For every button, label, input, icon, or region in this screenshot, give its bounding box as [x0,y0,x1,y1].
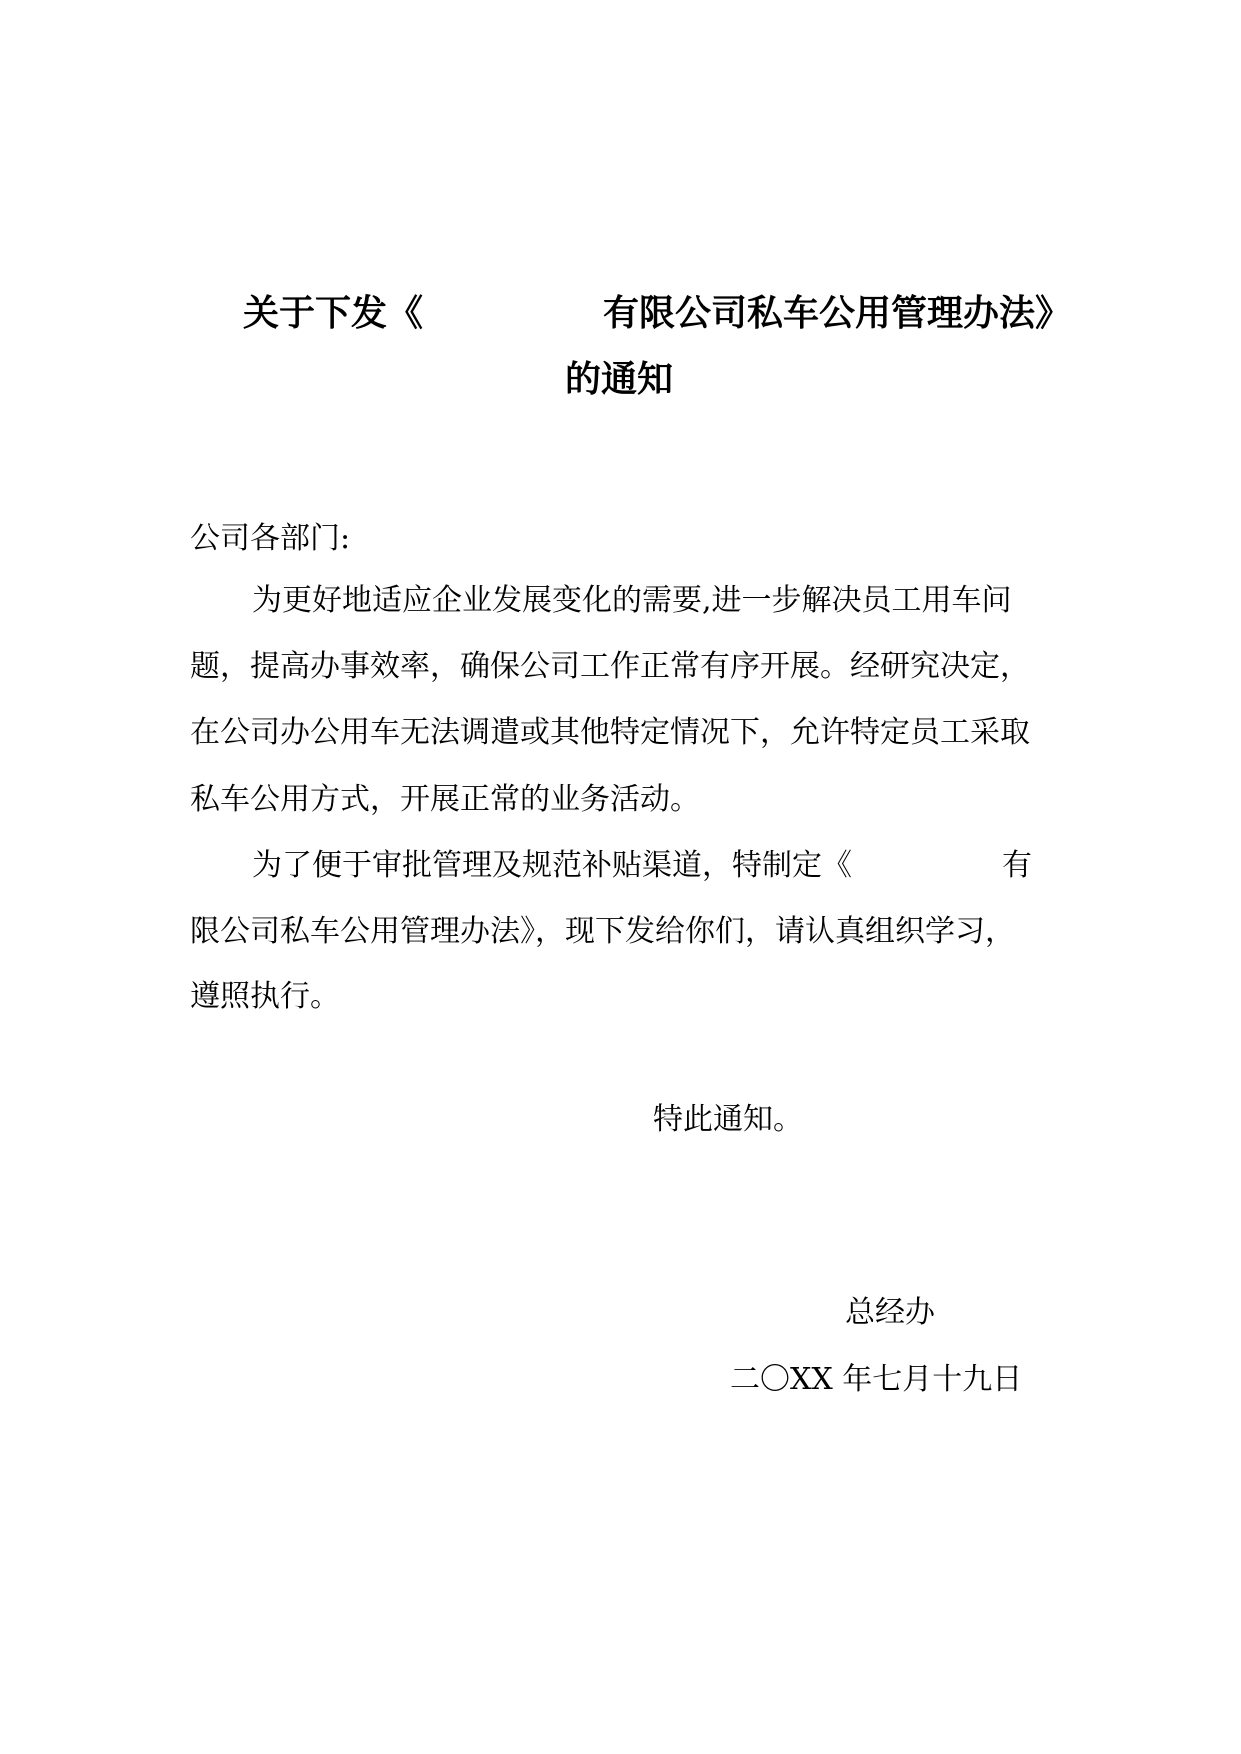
paragraph-1-line-1: 为更好地适应企业发展变化的需要,进一步解决员工用车问 [252,583,1012,618]
issue-date: 二〇XX 年七月十九日 [730,1362,1023,1397]
salutation: 公司各部门: [190,521,351,556]
document-title-line-2: 的通知 [565,359,674,400]
document-title-line-1: 关于下发《 有限公司私车公用管理办法》 [243,293,1072,334]
paragraph-2-line-3: 遵照执行。 [190,979,340,1014]
paragraph-2-line-1: 为了便于审批管理及规范补贴渠道，特制定《 有 [252,848,1032,883]
paragraph-2-line-2: 限公司私车公用管理办法》，现下发给你们，请认真组织学习， [190,914,1015,949]
closing-remark: 特此通知。 [653,1102,803,1137]
paragraph-1-line-3: 在公司办公用车无法调遣或其他特定情况下，允许特定员工采取 [190,715,1030,750]
paragraph-1-line-2: 题，提高办事效率，确保公司工作正常有序开展。经研究决定， [190,649,1030,684]
paragraph-1-line-4: 私车公用方式，开展正常的业务活动。 [190,782,700,817]
issuer-name: 总经办 [845,1295,935,1330]
